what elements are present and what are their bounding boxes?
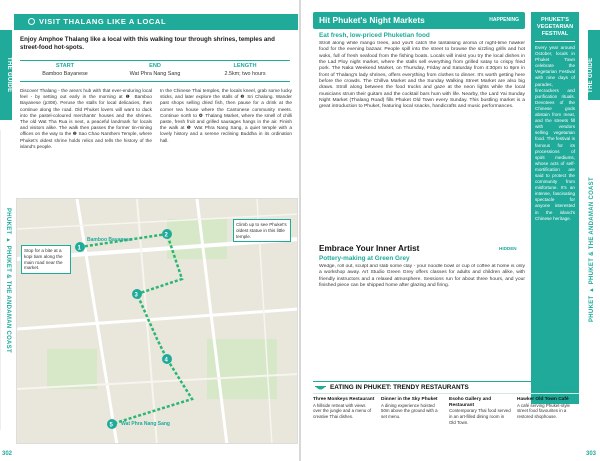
stat-key: END — [149, 63, 161, 69]
walk-text-columns — [20, 88, 292, 150]
restaurant-name: Hawker Old Town Café — [517, 397, 569, 402]
sidebar-title: PHUKET'S VEGETARIAN FESTIVAL — [535, 17, 575, 42]
restaurant-name: Esoho Gallery and Restaurant — [449, 397, 492, 408]
restaurant-desc: Contemporary Thai food served in an art-filled dining room in Old Town. — [449, 408, 511, 425]
stat-value: Wat Phra Nang Sang — [129, 71, 181, 77]
page-number-left: 302 — [2, 451, 13, 457]
stat-key: LENGTH — [233, 63, 257, 69]
right-page — [303, 0, 587, 461]
restaurant-item — [381, 397, 443, 426]
walk-icon — [28, 18, 35, 25]
stat-value: 2.5km; two hours — [224, 71, 266, 77]
stat-length — [200, 61, 290, 81]
restaurant-desc: A hillside retreat with views over the jungle and a menu of creative Thai dishes. — [313, 402, 372, 420]
page-number-right: 303 — [585, 451, 596, 457]
stat-start — [20, 61, 110, 81]
map-label-start: Bamboo Bayanese — [87, 237, 132, 243]
section-tag-artist: HIDDEN — [499, 246, 517, 251]
section-title-artist: Embrace Your Inner Artist — [319, 244, 420, 253]
walk-banner — [14, 14, 298, 30]
section-header — [313, 12, 525, 29]
eating-badge: FOOD & DRINK — [541, 385, 575, 390]
eating-columns — [313, 394, 579, 426]
restaurant-name: Dinner in the Sky Phuket — [381, 397, 438, 402]
sidebar-body: Every year around October, locals in Phuket Town celebrate the Vegetarian Festival with nine days of parades, firecrackers and purification rituals. Devotees of the Chinese gods abstain from meat, and the streets fill with vendors selling vegetarian food. The festival is famous for its processions of spirit mediums, whose acts of self-mortification are said to protect the community from misfortune. It's an intense, fascinating spectacle for anyone interested in the island's Chinese heritage. — [535, 45, 575, 221]
side-tab-chapter-right: PHUKET ▸ PHUKET & THE ANDAMAN COAST — [588, 100, 600, 400]
stat-value: Bamboo Bayanese — [42, 71, 88, 77]
walk-column-2: In the Chinese Thai temples, the locals kneel, grab some lucky sticks, and later explore the stalls of ❸ Sri Chalong. Wander past shops selling dried fish, then pause for a drink at the corner tea house where the Cantonese community meets. Continue north to ❹ Thalang Market, where the smell of chilli paste, fresh fruit and grilled sausages hangs in the air. Finish the walk at ❺ Wat Phra Nang Sang, a quiet temple with a lovely history and a serene reclining Buddha in its ordination hall. — [160, 88, 292, 143]
restaurant-item — [449, 397, 511, 426]
page-gutter — [299, 0, 301, 461]
walk-map — [16, 198, 298, 444]
svg-text:4: 4 — [164, 357, 168, 364]
body-pottery: Wedge, roll out, sculpt and slab some clay - your noodle bowl or cup of coffee at home is only a workshop away. Art Studio Green Grey offers classes for adults and children alike, with friendly instructors and a relaxed atmosphere. Sessions run for about three hours, and your finished piece can be shipped home after glazing and firing. — [319, 264, 525, 289]
map-callout-2: Stop for a bite at a kopi tiam along the main road near the market. — [21, 245, 71, 274]
section-title: Hit Phuket's Night Markets — [319, 15, 425, 25]
sidebar-box — [531, 12, 579, 404]
eating-box — [313, 381, 579, 455]
walk-title: VISIT THALANG LIKE A LOCAL — [39, 17, 167, 26]
map-label-end: Wat Phra Nang Sang — [121, 421, 170, 427]
walk-column-1: Discover Thalang - the area's hub with that ever-enduring local feel - by setting out early in the morning at ❶ Bamboo Bayanese (p308). Peruse the stalls for local delicacies, then continue along the road. Old Phuket lovers will want to duck into the pastel-coloured merchants' houses and the shrines. The old Wat Tha Rua is next, a peaceful landmark for locals and visitors alike. The walk then passes the former tin-mining offices on the way to the ❷ Sao Chao Nanthem Temple, where Phuket's oldest shrine holds relics and tells the history of the island's people. — [20, 88, 152, 149]
eating-title: EATING IN PHUKET: TRENDY RESTAURANTS — [330, 384, 469, 391]
restaurant-desc: A dining experience hoisted 50m above the ground with a set menu. — [381, 402, 438, 420]
walk-intro: Enjoy Amphoe Thalang like a local with this walking tour through shrines, temples and street-food hot-spots. — [20, 36, 275, 51]
walk-stats — [20, 60, 290, 82]
section-tag: HAPPENING — [489, 17, 519, 23]
subheading-pottery: Pottery-making at Green Grey — [319, 255, 410, 262]
svg-text:3: 3 — [134, 292, 138, 299]
restaurant-item — [517, 397, 579, 426]
eating-header — [313, 382, 579, 394]
svg-text:5: 5 — [109, 422, 113, 429]
stat-key: START — [55, 63, 75, 69]
side-tab-guide-right: THE GUIDE — [588, 30, 600, 120]
food-icon — [315, 383, 326, 392]
side-tab-chapter-left: PHUKET ▸ PHUKET & THE ANDAMAN COAST — [0, 130, 12, 430]
stat-end — [110, 61, 200, 81]
restaurant-name: Three Monkeys Restaurant — [313, 397, 375, 402]
side-tab-guide-left: THE GUIDE — [0, 30, 12, 120]
svg-text:1: 1 — [77, 245, 81, 252]
subheading-night-markets: Eat fresh, low-priced Phuketian food — [319, 32, 430, 39]
svg-text:2: 2 — [164, 232, 168, 239]
restaurant-desc: A café serving Phuket-style street food favourites in a restored shophouse. — [517, 402, 570, 420]
map-callout-1: Climb up to see Phuket's oldest statue in this little temple. — [233, 219, 291, 242]
left-page — [14, 0, 298, 461]
restaurant-item — [313, 397, 375, 426]
body-night-markets: Stroll along while mango trees, and you'll catch the tantalising aroma of night-time hawker food for the evening bazaar. People spill into the street to browse the sizzling grills and hot woks, full of fresh seafood from the fishing boats. Locals will insist you try the local dishes in the Lad Ploy night market, where the stalls sell everything from grilled satay to crispy fried pork. The Naka Weekend Market, on Thursday, Friday and Saturday from 4:30pm to 9pm in front of Thalang's lady shrines, offers everything from clothes to dinner. It's worth getting here before the crowds. The Chillva Market and the Sunday Walking Street Market are also big draws. Stroll along between the food trucks and gaze at the neon lights while the local musicians strum their guitars and the cocktail bars hum with life. Nearby, the Lard Yai Sunday Night Market (Thalang Road) fills Phuket Old Town every Sunday. This bustling market is a great introduction to Phuket, featuring local snacks, handicrafts and music performances. — [319, 41, 525, 110]
